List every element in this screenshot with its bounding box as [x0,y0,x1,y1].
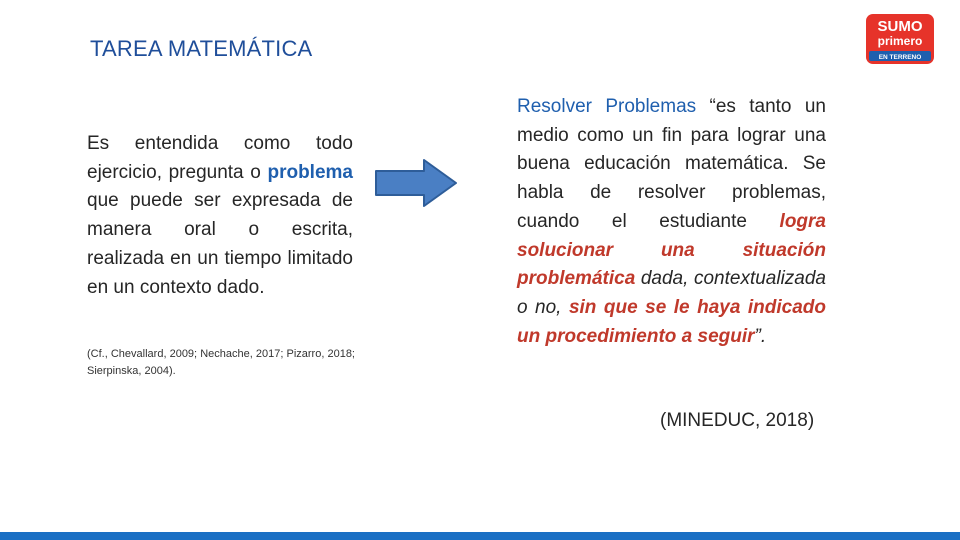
problem-solving-quote [517,93,826,351]
logo-line2: primero [877,34,923,48]
definition-citation: (Cf., Chevallard, 2009; Nechache, 2017; Pizarro, 2018; Sierpinska, 2004). [87,348,355,377]
logo-line1: SUMO [877,18,923,35]
quote-highlight-1: logra solucionar una situación problemática [517,210,826,290]
page-title: TAREA MATEMÁTICA [90,36,313,61]
quote-source: (MINEDUC, 2018) [660,410,815,431]
task-definition [87,130,353,302]
bottom-bar [0,532,960,540]
definition-text-start: Es entendida como todo ejercicio, pregunta o [87,133,353,183]
quote-lead: Resolver Problemas [517,96,697,117]
definition-text-end: que puede ser expresada de manera oral o escrita, realizada en un tiempo limitado en un contexto dado. [87,190,353,298]
logo-line3: EN TERRENO [878,54,922,61]
quote-text-3: ”. [754,325,767,347]
sumo-primero-logo [866,14,934,64]
definition-highlight: problema [267,161,353,183]
quote-text-1: “es tanto un medio como un fin para lograr una buena educación matemática. Se habla de resolver problemas, cuando el estudiante [517,96,826,232]
right-arrow-icon [374,158,458,208]
quote-highlight-2: sin que se le haya indicado un procedimiento a seguir [517,296,826,347]
quote-text-2: dada, contextualizada o no, [517,268,826,318]
